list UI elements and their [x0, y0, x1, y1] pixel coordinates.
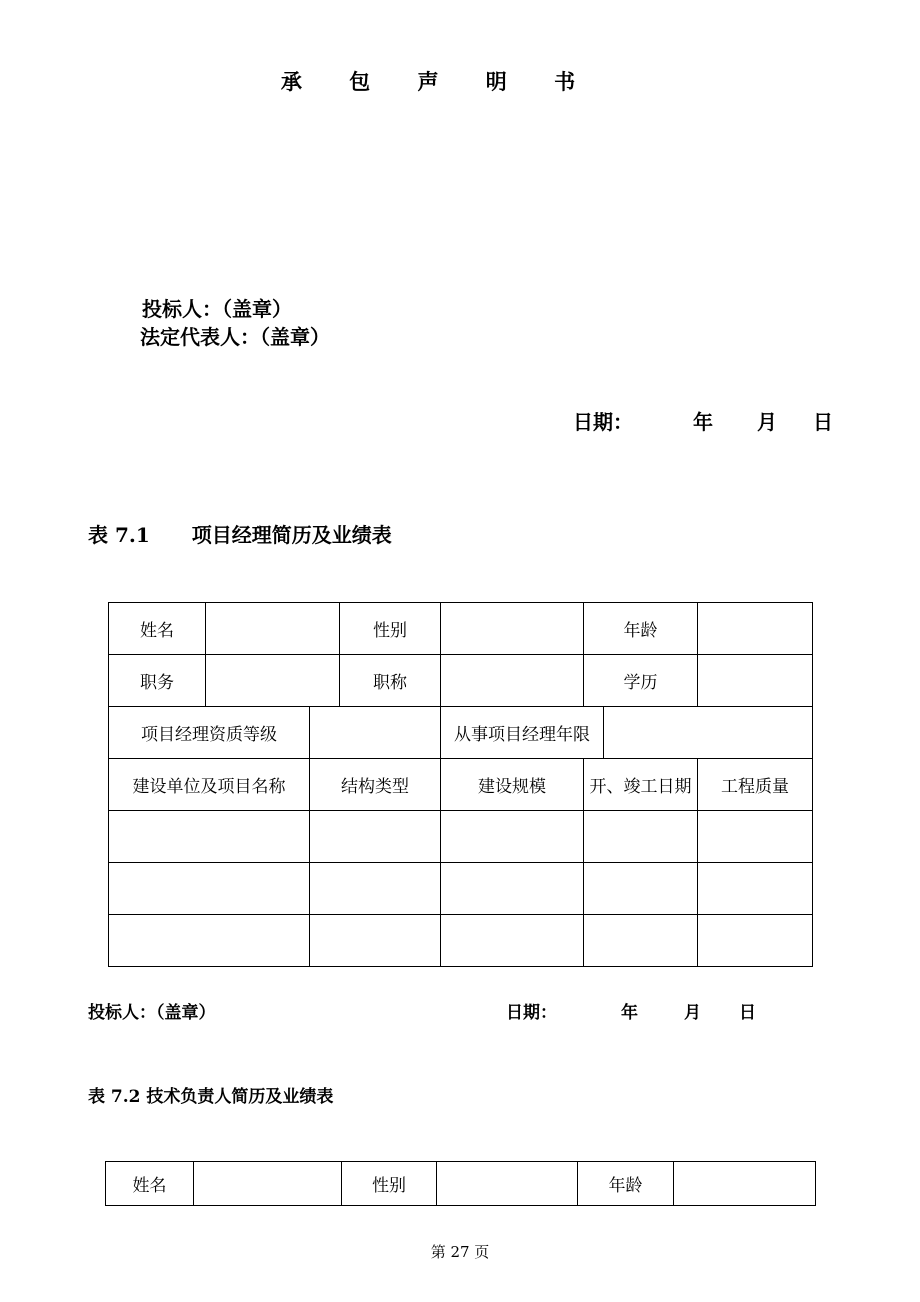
cell[interactable] [310, 811, 441, 863]
date-label: 日期： [573, 410, 633, 434]
cell[interactable] [584, 915, 698, 967]
age-value-cell-2[interactable] [674, 1162, 816, 1206]
table-row [109, 915, 813, 967]
header-dates: 开、竣工日期 [584, 759, 698, 811]
cell[interactable] [584, 863, 698, 915]
date-line [573, 406, 833, 435]
header-scale: 建设规模 [441, 759, 584, 811]
cell[interactable] [441, 863, 584, 915]
cell[interactable] [698, 811, 813, 863]
education-label: 学历 [584, 655, 698, 707]
cell[interactable] [109, 811, 310, 863]
technical-lead-table [105, 1161, 816, 1206]
cell[interactable] [698, 863, 813, 915]
cell[interactable] [584, 811, 698, 863]
table-row [109, 811, 813, 863]
position-label: 职务 [109, 655, 206, 707]
table2-caption: 表 7.2 技术负责人简历及业绩表 [88, 1087, 334, 1107]
name-value-cell[interactable] [206, 603, 340, 655]
table1-caption [88, 519, 392, 548]
cell[interactable] [310, 915, 441, 967]
day-label-2: 日 [739, 1003, 756, 1023]
cell[interactable] [698, 915, 813, 967]
name-label: 姓名 [109, 603, 206, 655]
day-label: 日 [813, 410, 833, 434]
age-label-2: 年龄 [578, 1162, 674, 1206]
name-value-cell-2[interactable] [194, 1162, 342, 1206]
year-label: 年 [693, 410, 713, 434]
header-structure-type: 结构类型 [310, 759, 441, 811]
gender-value-cell[interactable] [441, 603, 584, 655]
cell[interactable] [441, 915, 584, 967]
legal-rep-seal-label: 法定代表人：（盖章） [140, 325, 330, 349]
page-title: 承 包 声 明 书 [280, 69, 596, 94]
month-label-2: 月 [684, 1003, 701, 1023]
years-label: 从事项目经理年限 [441, 707, 604, 759]
bidder-seal-label: 投标人：（盖章） [142, 297, 292, 321]
table1-caption-number: 表 7.1 [88, 523, 150, 547]
cell[interactable] [310, 863, 441, 915]
cell[interactable] [441, 811, 584, 863]
header-quality: 工程质量 [698, 759, 813, 811]
bidder-seal-label-2: 投标人：（盖章） [88, 1003, 216, 1023]
year-label-2: 年 [621, 1003, 638, 1023]
years-value-cell[interactable] [604, 707, 813, 759]
gender-value-cell-2[interactable] [437, 1162, 578, 1206]
title-rank-value-cell[interactable] [441, 655, 584, 707]
date-line-2 [506, 998, 756, 1023]
age-value-cell[interactable] [698, 603, 813, 655]
gender-label-2: 性别 [342, 1162, 437, 1206]
age-label: 年龄 [584, 603, 698, 655]
cell[interactable] [109, 915, 310, 967]
qualification-value-cell[interactable] [310, 707, 441, 759]
header-project-name: 建设单位及项目名称 [109, 759, 310, 811]
table1-caption-title: 项目经理简历及业绩表 [191, 523, 392, 547]
cell[interactable] [109, 863, 310, 915]
table-row [109, 863, 813, 915]
month-label: 月 [757, 410, 777, 434]
qualification-label: 项目经理资质等级 [109, 707, 310, 759]
page-number: 第 27 页 [430, 1243, 490, 1261]
education-value-cell[interactable] [698, 655, 813, 707]
position-value-cell[interactable] [206, 655, 340, 707]
name-label-2: 姓名 [106, 1162, 194, 1206]
project-manager-table [108, 602, 813, 967]
title-rank-label: 职称 [340, 655, 441, 707]
date-label-2: 日期： [506, 1003, 557, 1023]
gender-label: 性别 [340, 603, 441, 655]
